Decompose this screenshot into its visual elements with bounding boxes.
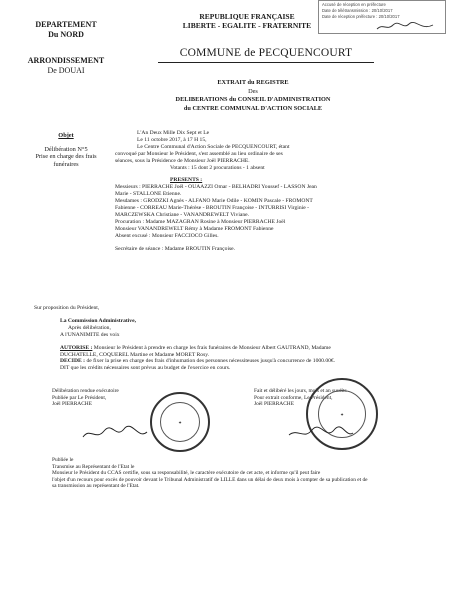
decide-text: de fixer la prise en charge des frais d'inhumation des personnes nécessiteuses jusqu'à concurrence de 1000.00€. [86, 358, 336, 365]
title-line: Des [248, 87, 258, 95]
objet-subject: funéraires [53, 160, 79, 168]
decision-block [34, 305, 414, 372]
stamp-signature-scribble [375, 22, 435, 32]
departement-label: DEPARTEMENT [35, 20, 97, 29]
commission-line: La Commission Administrative, [60, 317, 136, 324]
session-line: Le Centre Communal d'Action Sociale de PECQUENCOURT, étant [137, 143, 290, 150]
recours-line: sa transmission au représentant de l'Etat. [52, 483, 140, 490]
reception-stamp-box [318, 0, 446, 34]
presents-line: Fabienne - CORREAU Marie-Thérèse - BROUTIN Françoise - INTURRISI Virginie - [115, 205, 309, 212]
presents-line: Messieurs : PIERRACHE Joël - OUAAZZI Omar - BELHADRI Youssef - LASSON Jean [115, 184, 317, 191]
publication-label: Publiée le [52, 457, 74, 463]
autorise-text: Monsieur le Président à prendre en charge les frais funéraires de Monsieur Albert GAUTRAND, Madame [93, 344, 331, 351]
unanimite-line: A l'UNANIMITE des voix [60, 331, 120, 338]
dit-text: DIT que les crédits nécessaires sont prévus au budget de l'exercice en cours. [60, 365, 231, 372]
signature-right-line: Pour extrait conforme, Le Président, [254, 394, 333, 401]
objet-label: Objet [58, 132, 74, 139]
presents-line: Marie - STALLONE Etienne. [115, 191, 182, 198]
title-line: du CENTRE COMMUNAL D'ACTION SOCIALE [183, 104, 323, 112]
session-line: convoqué par Monsieur le Président, s'est assemblé au lieu ordinaire de ses [115, 150, 283, 157]
objet-block [20, 132, 112, 168]
republique-name: REPUBLIQUE FRANÇAISE [199, 12, 295, 21]
signature-scribble-left [80, 425, 150, 443]
stamp-line: Accusé de réception en préfecture [322, 2, 386, 7]
presents-label: PRESENTS : [170, 177, 203, 184]
autorise-text: DUCHATELLE, COQUEREL Martine et Madame MORET Rosy. [60, 351, 210, 358]
presents-line: MARCZEWSKA Christiane - VANANDREWELT Viviane. [115, 211, 250, 218]
departement-name: Du NORD [48, 30, 84, 39]
republique-motto: LIBERTE - EGALITE - FRATERNITE [182, 21, 312, 30]
deliberation-body [115, 130, 415, 253]
departement-block [20, 20, 112, 40]
procuration-line: Procuration : Madame MAZAGRAN Rosine à Monsieur PIERRACHE Joël [115, 218, 286, 225]
title-line: DELIBERATIONS du CONSEIL D'ADMINISTRATION [175, 96, 331, 103]
objet-deliberation-number: Délibération N°5 [44, 145, 88, 153]
session-line: Le 11 octobre 2017, à 17 H 15, [137, 136, 207, 143]
votants-line: Votants : 15 dont 2 procurations - 1 absent [170, 164, 265, 171]
proposition-line: Sur proposition du Président, [34, 305, 100, 311]
signature-left-name: Joël PIERRACHE [52, 401, 92, 408]
apres-line: Après délibération, [68, 324, 111, 331]
signature-right-line: Fait et délibéré les jours, mois et an susdits [254, 388, 347, 394]
decide-label: DECIDE : [60, 358, 86, 365]
republique-heading [182, 12, 312, 30]
signature-left-line: Délibération rendue exécutoire [52, 388, 119, 394]
commune-underline [158, 62, 374, 63]
seal-center: ✦ [160, 402, 200, 442]
recours-line: Transmise au Représentant de l'Etat le [52, 463, 135, 470]
seal-center: ✦ [318, 390, 366, 438]
signature-left-line: Publiée par Le Président, [52, 394, 107, 401]
session-line: L'An Deux Mille Dix Sept et Le [137, 130, 210, 136]
official-seal-left [150, 392, 210, 452]
commune-title: COMMUNE de PECQUENCOURT [179, 47, 353, 59]
signature-scribble-right [286, 425, 356, 443]
recours-block [52, 457, 432, 490]
signature-right-name: Joël PIERRACHE [254, 401, 294, 408]
recours-line: Monsieur le Président du CCAS certifie, sous sa responsabilité, le caractère exécutoire de cet acte, et informe qu'il peut faire [52, 470, 321, 477]
arrondissement-block [20, 56, 112, 76]
session-line: séances, sous la Présidence de Monsieur Joël PIERRACHE. [115, 157, 250, 164]
arrondissement-name: De DOUAI [47, 66, 85, 75]
autorise-label: AUTORISE : [60, 344, 93, 351]
absent-line: Absent excusé : Monsieur FACCIOCO Gilles. [115, 232, 219, 239]
procuration-line: Monsieur VANANDREWELT Rémy à Madame FROMONT Fabienne [115, 225, 274, 232]
stamp-line: Date de réception préfecture : 20/10/2017 [322, 14, 400, 19]
secretaire-line: Secrétaire de séance : Madame BROUTIN Françoise. [115, 245, 236, 252]
arrondissement-label: ARRONDISSEMENT [27, 56, 105, 65]
title-line: EXTRAIT du REGISTRE [217, 79, 289, 86]
presents-line: Mesdames : GRODZKI Agnès - ALFANO Marie Odile - KOMIN Pascale - FROMONT [115, 198, 313, 205]
document-title [128, 79, 378, 113]
stamp-line: Date de télétransmission : 20/10/2017 [322, 8, 393, 13]
objet-subject: Prise en charge des frais [35, 153, 97, 160]
recours-line: l'objet d'un recours pour excès de pouvoir devant le Tribunal Administratif de LILLE dans un délai de deux mois à compter de sa publication et de [52, 476, 368, 483]
